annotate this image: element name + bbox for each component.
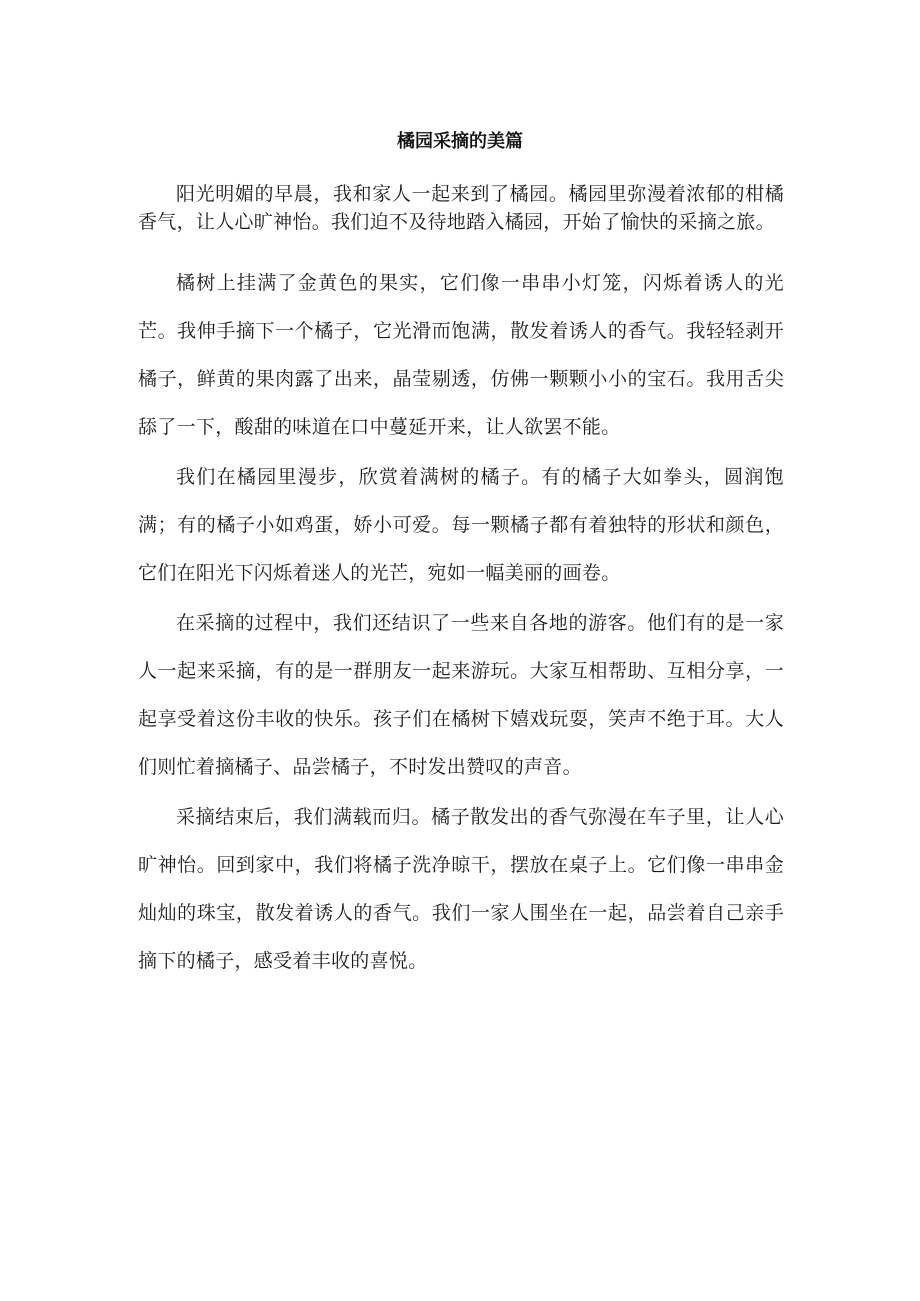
paragraph-1: 阳光明媚的早晨，我和家人一起来到了橘园。橘园里弥漫着浓郁的柑橘香气，让人心旷神怡。我们迫不及待地踏入橘园，开始了愉快的采摘之旅。: [138, 183, 784, 233]
paragraph-3: 我们在橘园里漫步，欣赏着满树的橘子。有的橘子大如拳头，圆润饱满；有的橘子小如鸡蛋，娇小可爱。每一颗橘子都有着独特的形状和颜色，它们在阳光下闪烁着迷人的光芒，宛如一幅美丽的画卷。: [138, 466, 784, 584]
paragraph-2: 橘树上挂满了金黄色的果实，它们像一串串小灯笼，闪烁着诱人的光芒。我伸手摘下一个橘子，它光滑而饱满，散发着诱人的香气。我轻轻剥开橘子，鲜黄的果肉露了出来，晶莹剔透，仿佛一颗颗小小的宝石。我用舌尖舔了一下，酸甜的味道在口中蔓延开来，让人欲罢不能。: [138, 272, 784, 438]
document-title: 橘园采摘的美篇: [397, 131, 523, 152]
document-body: [138, 180, 784, 987]
paragraph-4: 在采摘的过程中，我们还结识了一些来自各地的游客。他们有的是一家人一起来采摘，有的是一群朋友一起来游玩。大家互相帮助、互相分享，一起享受着这份丰收的快乐。孩子们在橘树下嬉戏玩耍，笑声不绝于耳。大人们则忙着摘橘子、品尝橘子，不时发出赞叹的声音。: [138, 612, 784, 778]
paragraph-5: 采摘结束后，我们满载而归。橘子散发出的香气弥漫在车子里，让人心旷神怡。回到家中，我们将橘子洗净晾干，摆放在桌子上。它们像一串串金灿灿的珠宝，散发着诱人的香气。我们一家人围坐在一起，品尝着自己亲手摘下的橘子，感受着丰收的喜悦。: [138, 806, 784, 972]
